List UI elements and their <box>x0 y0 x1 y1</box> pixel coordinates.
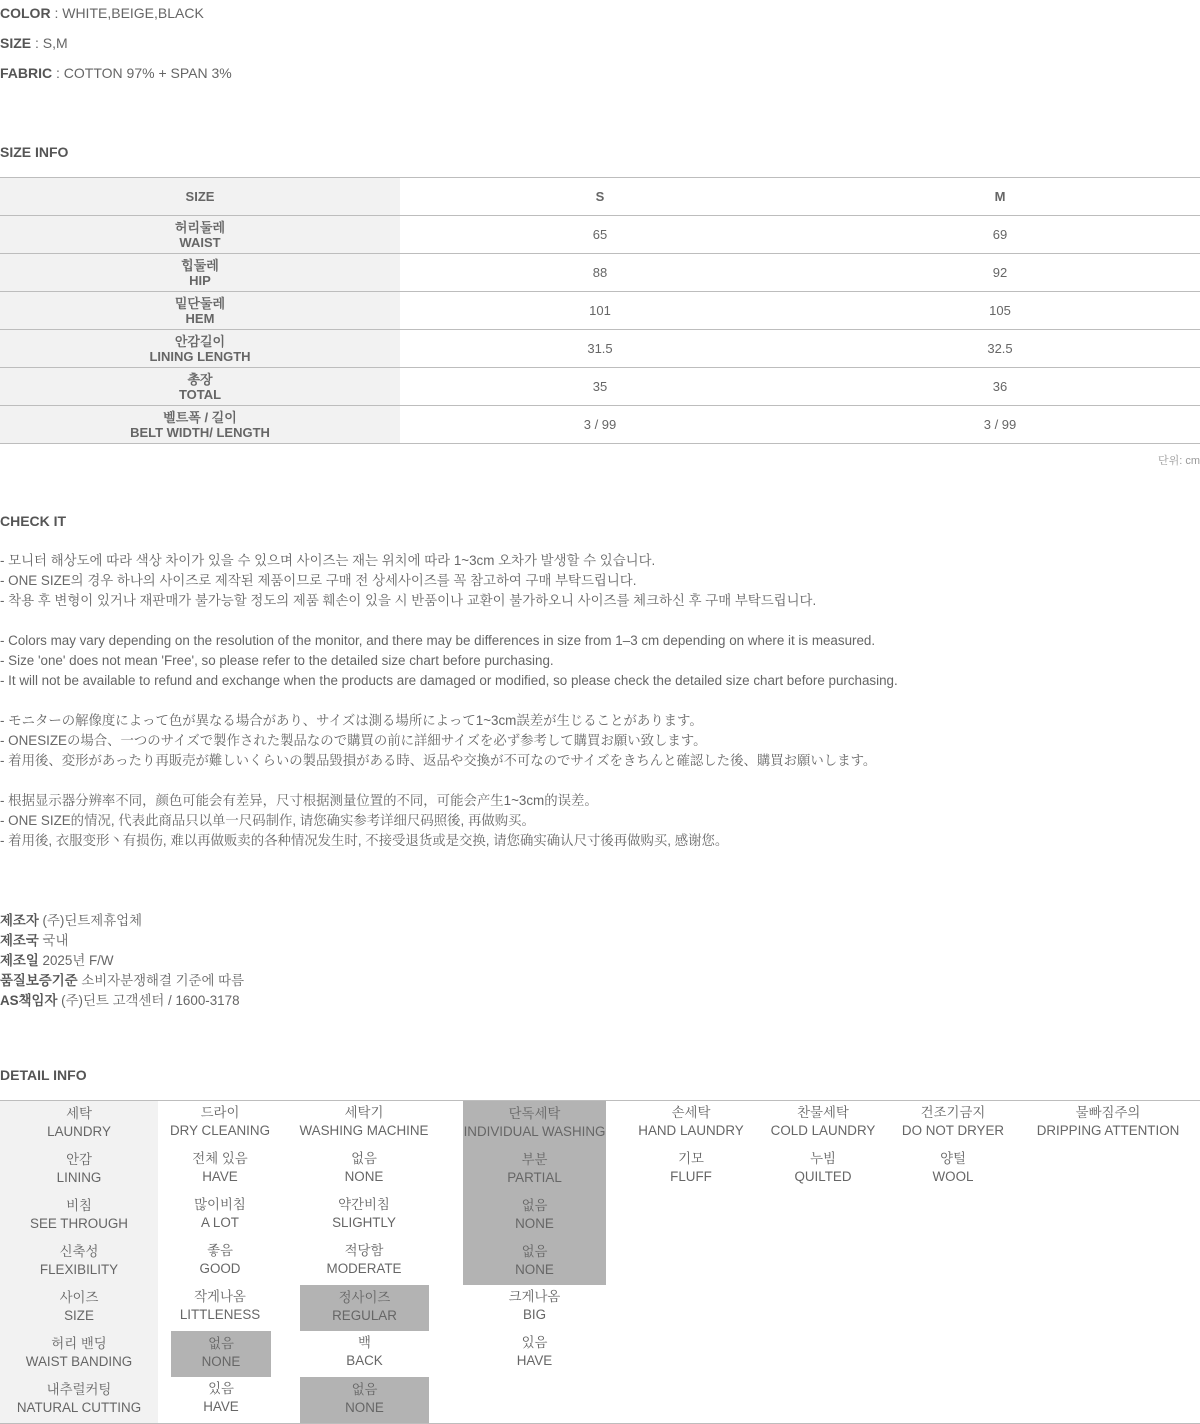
detail-option: 없음 NONE <box>344 1151 384 1184</box>
note-line: - Size 'one' does not mean 'Free', so please refer to the detailed size chart before purchasing. <box>0 653 554 668</box>
table-row <box>0 216 1200 254</box>
value-m: 92 <box>800 254 1200 292</box>
measure-label-ko: 밑단둘레 <box>174 295 226 311</box>
table-row <box>0 292 1200 330</box>
size-header-m: M <box>800 178 1200 216</box>
measure-label-en: BELT WIDTH/ LENGTH <box>130 424 270 440</box>
measure-label <box>0 368 400 406</box>
detail-label: 세탁 LAUNDRY <box>47 1106 111 1139</box>
spec-value: : WHITE,BEIGE,BLACK <box>50 5 204 21</box>
size-header-s: S <box>400 178 800 216</box>
maker-value: (주)딘트제휴업체 <box>38 913 142 928</box>
spec-size <box>0 35 68 51</box>
detail-option-selected: 없음 NONE <box>345 1382 384 1415</box>
measure-label-ko: 안감길이 <box>174 333 226 349</box>
note-line: - 根据显示器分辨率不同，颜色可能会有差异，尺寸根据测量位置的不同，可能会产生1~3cm的误差。 <box>0 793 598 808</box>
check-it-title: CHECK IT <box>0 513 67 529</box>
spec-fabric <box>0 65 232 81</box>
measure-label <box>0 254 400 292</box>
detail-label: 내추럴커팅 NATURAL CUTTING <box>16 1382 142 1415</box>
detail-option: 있음 HAVE <box>516 1335 553 1368</box>
detail-option: 있음 HAVE <box>203 1381 239 1414</box>
size-header-size: SIZE <box>0 178 400 216</box>
table-row <box>0 406 1200 444</box>
maker-label: 제조국 <box>0 933 39 948</box>
table-row <box>0 254 1200 292</box>
detail-option-selected: 정사이즈 REGULAR <box>332 1290 397 1323</box>
maker-line <box>0 911 244 931</box>
spec-label: SIZE <box>0 35 32 51</box>
note-line: - モニターの解像度によって色が異なる場合があり、サイズは測る場所によって1~3cm誤差が生じることがあります。 <box>0 713 703 728</box>
spec-label: FABRIC <box>0 65 53 81</box>
spec-color <box>0 5 204 21</box>
value-m: 36 <box>800 368 1200 406</box>
note-line: - It will not be available to refund and exchange when the products are damaged or modified, so please check the detailed size chart before purchasing. <box>0 673 898 688</box>
measure-label-en: WAIST <box>179 234 221 250</box>
measure-label-en: LINING LENGTH <box>149 348 251 364</box>
detail-label: 허리 밴딩 WAIST BANDING <box>25 1336 133 1369</box>
detail-option: 드라이 DRY CLEANING <box>170 1105 270 1138</box>
check-it-notes <box>0 551 898 851</box>
detail-option: 물빠짐주의 DRIPPING ATTENTION <box>1036 1105 1180 1138</box>
value-s: 88 <box>400 254 800 292</box>
detail-option: 찬물세탁 COLD LAUNDRY <box>770 1105 876 1138</box>
note-line: - 着用後, 衣服变形丶有损伤, 难以再做贩卖的各种情况发生时, 不接受退货或是交换, 请您确实确认尺寸後再做购买, 感谢您。 <box>0 833 729 848</box>
detail-option-selected: 없음 NONE <box>515 1198 554 1231</box>
detail-option: 세탁기 WASHING MACHINE <box>299 1105 429 1138</box>
detail-option: 손세탁 HAND LAUNDRY <box>638 1105 744 1138</box>
detail-option: 크게나옴 BIG <box>508 1289 561 1322</box>
maker-value: 소비자분쟁해결 기준에 따름 <box>77 973 245 988</box>
detail-option-selected: 단독세탁 INDIVIDUAL WASHING <box>463 1106 606 1139</box>
maker-value: (주)딘트 고객센터 / 1600-3178 <box>57 993 240 1008</box>
measure-label-en: TOTAL <box>178 386 222 402</box>
detail-option-selected: 없음 NONE <box>201 1336 241 1369</box>
value-s: 31.5 <box>400 330 800 368</box>
detail-option: 좋음 GOOD <box>199 1243 241 1276</box>
note-line: - ONE SIZE의 경우 하나의 사이즈로 제작된 제품이므로 구매 전 상세사이즈를 꼭 참고하여 구매 부탁드립니다. <box>0 573 637 588</box>
value-m: 32.5 <box>800 330 1200 368</box>
size-table-header <box>0 178 1200 216</box>
value-s: 101 <box>400 292 800 330</box>
note-line: - 着用後、変形があったり再販売が難しいくらいの製品毀損がある時、返品や交換が不可なのでサイズをきちんと確認した後、購買お願いします。 <box>0 753 877 768</box>
value-m: 69 <box>800 216 1200 254</box>
detail-option: 적당함 MODERATE <box>326 1243 402 1276</box>
spec-label: COLOR <box>0 5 51 21</box>
detail-info-title: DETAIL INFO <box>0 1067 87 1083</box>
value-s: 3 / 99 <box>400 406 800 444</box>
measure-label-ko: 힙둘레 <box>181 257 219 273</box>
maker-line <box>0 951 244 971</box>
spec-value: : S,M <box>31 35 68 51</box>
maker-label: 제조자 <box>0 913 39 928</box>
measure-label-ko: 벨트폭 / 길이 <box>163 409 237 425</box>
detail-option: 건조기금지 DO NOT DRYER <box>901 1105 1005 1138</box>
table-row <box>0 330 1200 368</box>
maker-label: 품질보증기준 <box>0 973 78 988</box>
value-s: 35 <box>400 368 800 406</box>
detail-option: 약간비침 SLIGHTLY <box>332 1197 396 1230</box>
maker-value: 국내 <box>38 933 69 948</box>
detail-option: 기모 FLUFF <box>670 1151 712 1184</box>
measure-label <box>0 406 400 444</box>
value-m: 3 / 99 <box>800 406 1200 444</box>
note-line: - ONESIZEの場合、一つのサイズで製作された製品なので購買の前に詳細サイズを必ず参考して購買お願い致します。 <box>0 733 707 748</box>
measure-label <box>0 330 400 368</box>
detail-label: 안감 LINING <box>56 1152 102 1185</box>
size-info-title: SIZE INFO <box>0 144 69 160</box>
detail-option: 누빔 QUILTED <box>794 1151 852 1184</box>
detail-option-selected: 부분 PARTIAL <box>507 1152 562 1185</box>
detail-option: 전체 있음 HAVE <box>192 1151 248 1184</box>
size-table <box>0 177 1200 444</box>
detail-option: 많이비침 A LOT <box>194 1197 246 1230</box>
maker-line <box>0 991 244 1011</box>
maker-label: AS책임자 <box>0 993 58 1008</box>
measure-label-en: HEM <box>185 310 215 326</box>
value-s: 65 <box>400 216 800 254</box>
detail-label: 사이즈 SIZE <box>59 1290 99 1323</box>
measure-label-ko: 총장 <box>187 371 213 387</box>
detail-option-selected: 없음 NONE <box>515 1244 554 1277</box>
maker-label: 제조일 <box>0 953 39 968</box>
detail-label: 비침 SEE THROUGH <box>30 1198 128 1231</box>
detail-grid <box>0 1100 1200 1424</box>
table-row <box>0 368 1200 406</box>
maker-value: 2025년 F/W <box>38 953 114 968</box>
value-m: 105 <box>800 292 1200 330</box>
detail-option: 백 BACK <box>346 1335 383 1368</box>
measure-label <box>0 216 400 254</box>
note-line: - Colors may vary depending on the resolution of the monitor, and there may be differences in size from 1–3 cm depending on where it is measured. <box>0 633 876 648</box>
note-line: - 모니터 해상도에 따라 색상 차이가 있을 수 있으며 사이즈는 재는 위치에 따라 1~3cm 오차가 발생할 수 있습니다. <box>0 553 656 568</box>
maker-line <box>0 971 244 991</box>
detail-option: 양털 WOOL <box>932 1151 974 1184</box>
measure-label-en: HIP <box>189 272 211 288</box>
note-line: - 착용 후 변형이 있거나 재판매가 불가능할 정도의 제품 훼손이 있을 시 반품이나 교환이 불가하오니 사이즈를 체크하신 후 구매 부탁드립니다. <box>0 593 817 608</box>
spec-value: : COTTON 97% + SPAN 3% <box>52 65 232 81</box>
unit-note: 단위: cm <box>1157 455 1200 467</box>
detail-label: 신축성 FLEXIBILITY <box>39 1244 119 1277</box>
detail-option: 작게나옴 LITTLENESS <box>179 1289 261 1322</box>
measure-label <box>0 292 400 330</box>
maker-info <box>0 911 244 1011</box>
measure-label-ko: 허리둘레 <box>174 219 226 235</box>
note-line: - ONE SIZE的情况, 代表此商品只以单一尺码制作, 请您确实参考详细尺码照後, 再做购买。 <box>0 813 535 828</box>
maker-line <box>0 931 244 951</box>
